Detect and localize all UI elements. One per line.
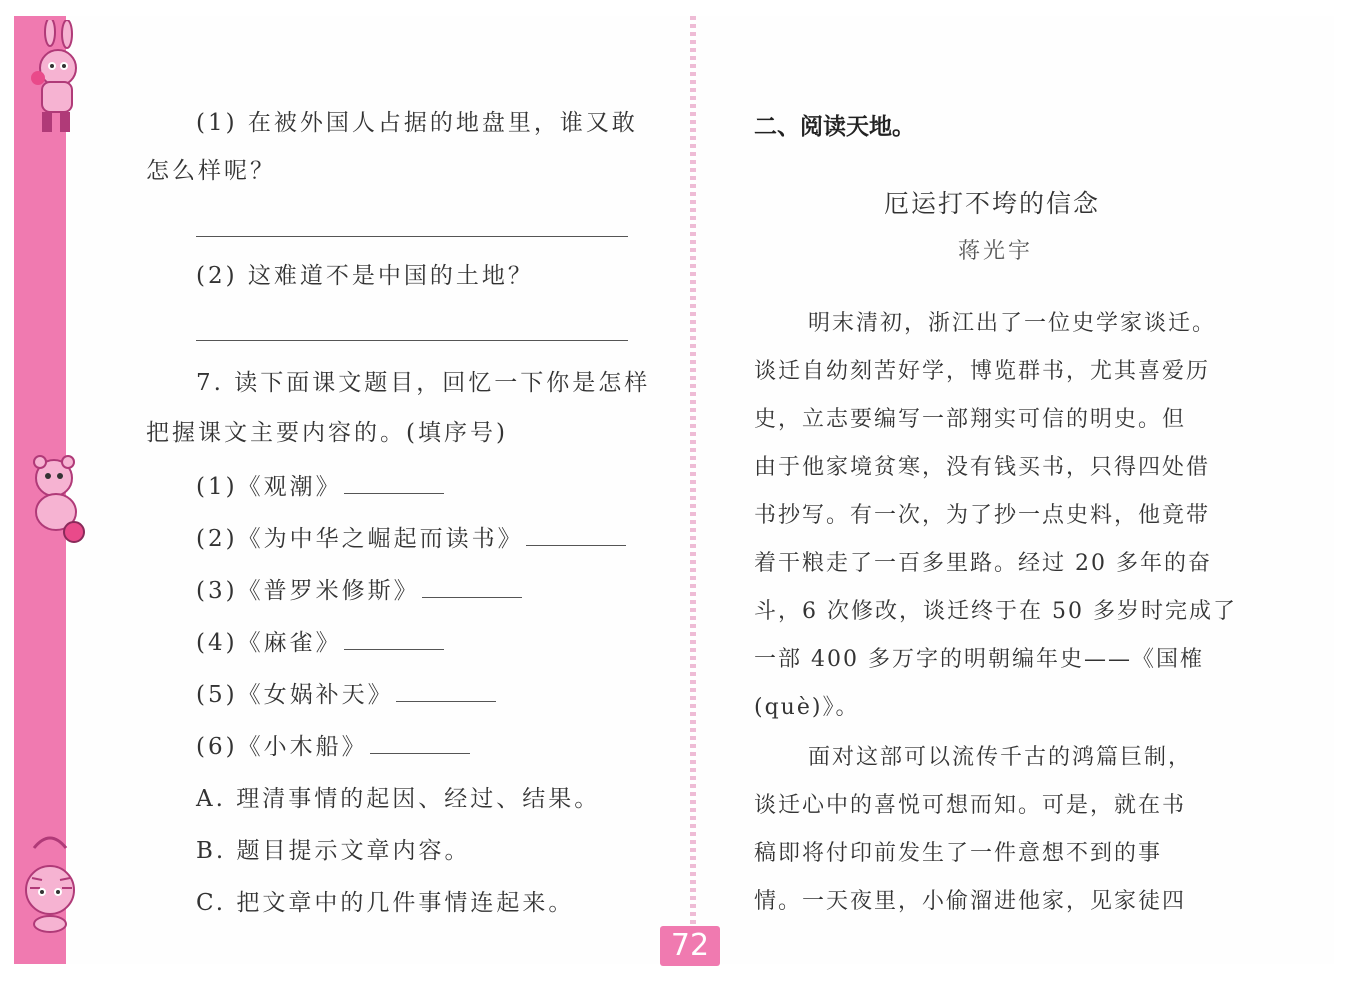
- paragraph-line: 斗，6 次修改，谈迁终于在 50 多岁时完成了: [754, 599, 1237, 624]
- paragraph-line: 着干粮走了一百多里路。经过 20 多年的奋: [754, 551, 1212, 576]
- list-item: [196, 468, 444, 501]
- question-6-1: (1) 在被外国人占据的地盘里，谁又敢: [196, 110, 638, 136]
- option-b: B. 题目提示文章内容。: [196, 838, 471, 864]
- item-title: (6)《小木船》: [196, 734, 368, 760]
- paragraph-line: 谈迁自幼刻苦好学，博览群书，尤其喜爱历: [754, 359, 1211, 384]
- paragraph-line: 书抄写。有一次，为了抄一点史料，他竟带: [754, 503, 1211, 528]
- question-7-line-1: 7. 读下面课文题目，回忆一下你是怎样: [196, 370, 651, 396]
- item-title: (2)《为中华之崛起而读书》: [196, 526, 524, 552]
- tiger-mascot-icon: [14, 828, 86, 938]
- answer-blank-1[interactable]: [196, 236, 628, 237]
- page-fold: [690, 16, 696, 964]
- answer-blank-2[interactable]: [196, 340, 628, 341]
- question-6-1-continued: 怎么样呢？: [146, 158, 276, 184]
- paragraph-line: 稿即将付印前发生了一件意想不到的事: [754, 841, 1163, 866]
- fill-blank[interactable]: [526, 544, 626, 546]
- article-author: 蒋光宇: [958, 239, 1034, 264]
- fill-blank[interactable]: [344, 492, 444, 494]
- item-title: (1)《观潮》: [196, 474, 342, 500]
- option-a: A. 理清事情的起因、经过、结果。: [196, 786, 601, 812]
- list-item: [196, 572, 522, 605]
- item-title: (3)《普罗米修斯》: [196, 578, 420, 604]
- question-6-2: (2) 这难道不是中国的土地？: [196, 263, 534, 289]
- paragraph-line: 面对这部可以流传千古的鸿篇巨制，: [808, 745, 1193, 770]
- paragraph-line: 明末清初，浙江出了一位史学家谈迁。: [808, 311, 1217, 336]
- fill-blank[interactable]: [344, 648, 444, 650]
- paragraph-line: 情。一天夜里，小偷溜进他家，见家徒四: [754, 889, 1187, 914]
- item-title: (4)《麻雀》: [196, 630, 342, 656]
- list-item: [196, 676, 496, 709]
- paragraph-line: (què)》。: [754, 695, 860, 720]
- fill-blank[interactable]: [422, 596, 522, 598]
- paragraph-line: 谈迁心中的喜悦可想而知。可是，就在书: [754, 793, 1187, 818]
- question-7-line-2: 把握课文主要内容的。(填序号): [146, 420, 508, 446]
- list-item: [196, 728, 470, 761]
- paragraph-line: 由于他家境贫寒，没有钱买书，只得四处借: [754, 455, 1211, 480]
- right-page: [696, 16, 1334, 964]
- list-item: [196, 520, 626, 553]
- item-title: (5)《女娲补天》: [196, 682, 394, 708]
- paragraph-line: 史，立志要编写一部翔实可信的明史。但: [754, 407, 1187, 432]
- option-c: C. 把文章中的几件事情连起来。: [196, 890, 575, 916]
- rabbit-mascot-icon: [12, 20, 92, 140]
- fill-blank[interactable]: [396, 700, 496, 702]
- article-title: 厄运打不垮的信念: [884, 189, 1101, 218]
- paragraph-line: 一部 400 多万字的明朝编年史——《国榷: [754, 647, 1204, 672]
- list-item: [196, 624, 444, 657]
- section-heading: 二、阅读天地。: [754, 114, 915, 140]
- page-number: 72: [670, 928, 710, 963]
- bear-mascot-icon: [16, 450, 91, 550]
- fill-blank[interactable]: [370, 752, 470, 754]
